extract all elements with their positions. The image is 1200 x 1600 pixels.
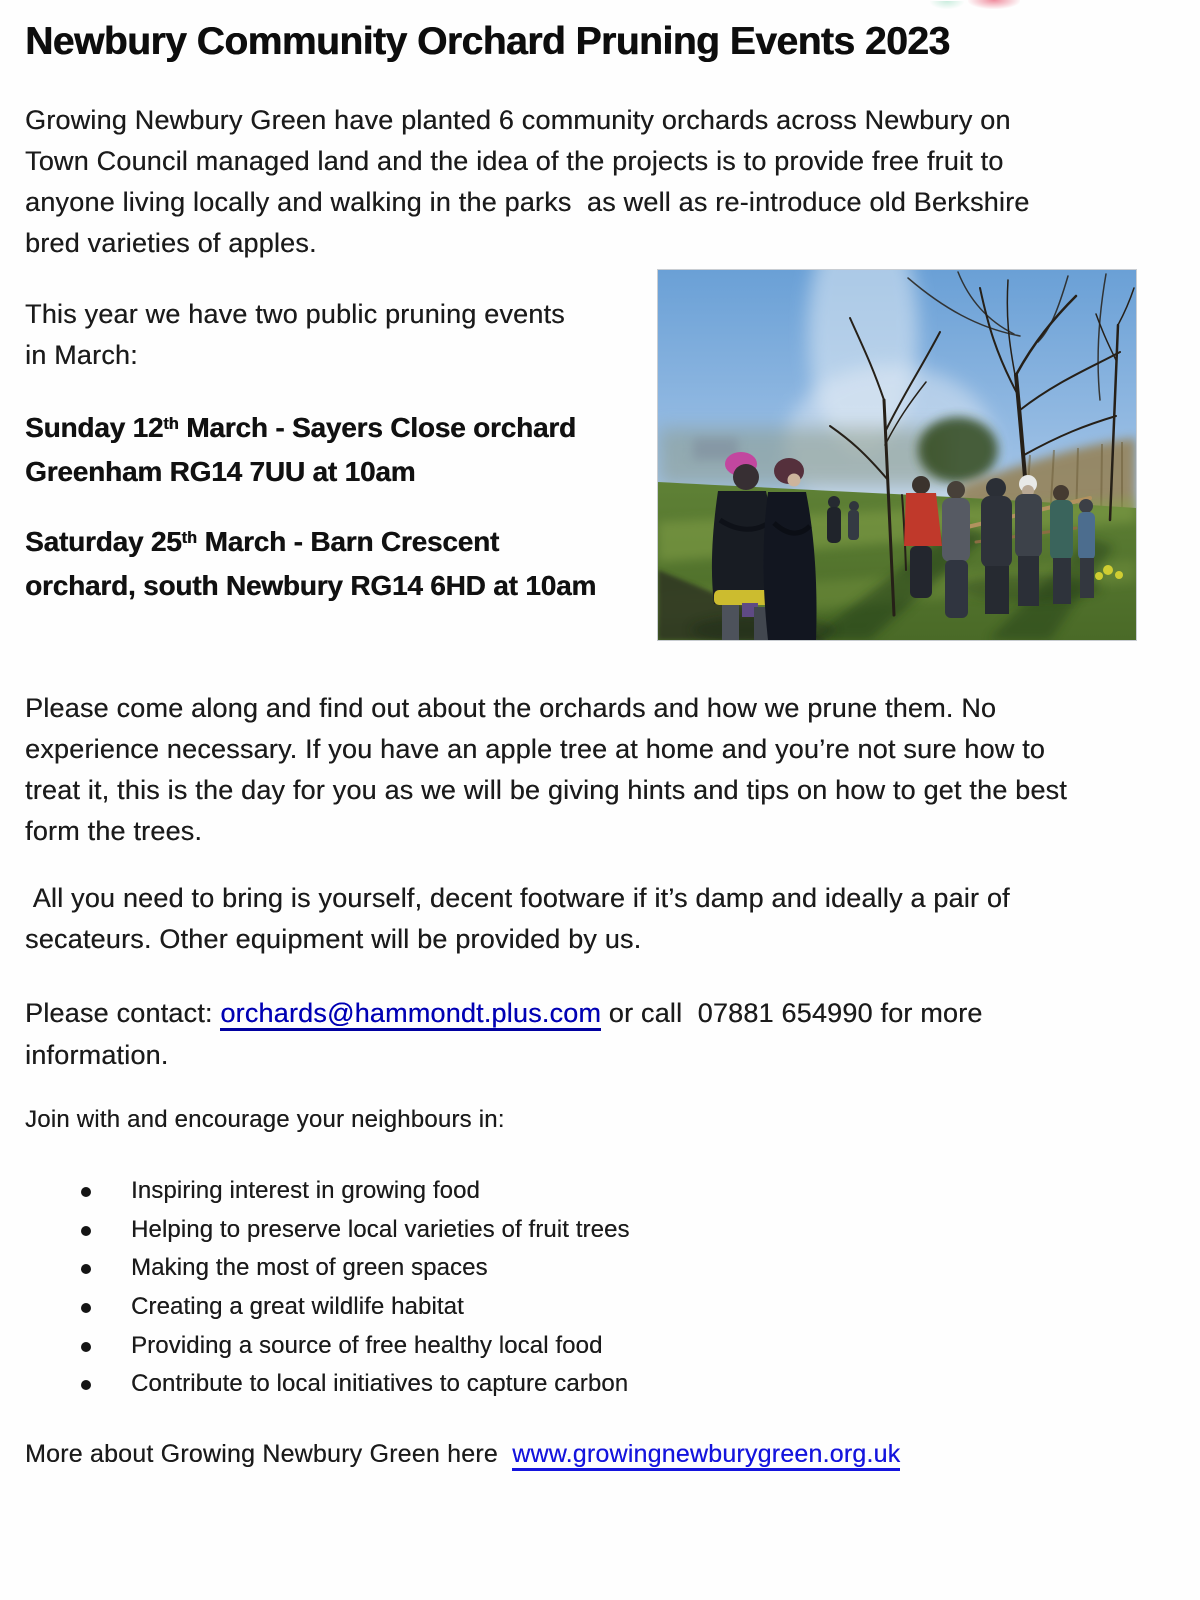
bullet-icon (81, 1264, 91, 1274)
text-line: experience necessary. If you have an apple tree at home and you’re not sure how to (25, 734, 1046, 764)
what-to-bring-paragraph (25, 878, 1195, 960)
event-location-line: Greenham RG14 7UU at 10am (25, 456, 416, 487)
text-line: Growing Newbury Green have planted 6 community orchards across Newbury on (25, 105, 1011, 135)
list-item-label: Providing a source of free healthy local food (131, 1331, 603, 1359)
orchard-photo (658, 270, 1136, 640)
event-day-date: Sunday 12 (25, 412, 164, 443)
ordinal-suffix: th (181, 529, 197, 547)
scan-edge-artifact (968, 0, 1020, 9)
event-sunday-12-march (25, 402, 655, 494)
list-item (25, 1326, 1025, 1365)
bullet-icon (81, 1303, 91, 1313)
text-line: form the trees. (25, 816, 203, 846)
intro-paragraph (25, 100, 1185, 264)
text-line: secateurs. Other equipment will be provided by us. (25, 924, 642, 954)
email-link[interactable]: orchards@hammondt.plus.com (220, 998, 601, 1031)
footer-text: More about Growing Newbury Green here (25, 1440, 513, 1468)
event-saturday-25-march (25, 516, 655, 608)
bullet-icon (81, 1187, 91, 1197)
list-item-label: Inspiring interest in growing food (131, 1177, 480, 1205)
event-location-line: orchard, south Newbury RG14 6HD at 10am (25, 570, 597, 601)
bullet-icon (81, 1380, 91, 1390)
contact-prefix: Please contact: (25, 998, 221, 1028)
contact-suffix: or call 07881 654990 for more (601, 998, 983, 1028)
bullet-icon (81, 1226, 91, 1236)
text-line: Please come along and find out about the orchards and how we prune them. No (25, 693, 997, 723)
event-day-date: Saturday 25 (25, 526, 182, 557)
event-title-rest: March - Sayers Close orchard (178, 412, 576, 443)
text-line: All you need to bring is yourself, decent footware if it’s damp and ideally a pair of (25, 883, 1010, 913)
text-line: bred varieties of apples. (25, 228, 317, 258)
text-line: anyone living locally and walking in the parks as well as re-introduce old Berkshire (25, 187, 1030, 217)
orchard-photo-graphic (658, 270, 1136, 640)
list-item-label: Contribute to local initiatives to capture carbon (131, 1370, 629, 1398)
list-item (25, 1211, 1025, 1250)
list-item (25, 1172, 1025, 1211)
list-item (25, 1249, 1025, 1288)
come-along-paragraph (25, 688, 1195, 852)
contact-line (25, 992, 1195, 1034)
text-line: treat it, this is the day for you as we will be giving hints and tips on how to get the best (25, 775, 1067, 805)
events-intro-paragraph (25, 294, 645, 376)
event-date-line (25, 402, 655, 450)
text-line: Town Council managed land and the idea of the projects is to provide free fruit to (25, 146, 1004, 176)
event-date-line (25, 516, 655, 564)
text-line: information. (25, 1040, 169, 1070)
bullet-icon (81, 1342, 91, 1352)
event-title-rest: March - Barn Crescent (196, 526, 500, 557)
ordinal-suffix: th (163, 415, 179, 433)
text-line: in March: (25, 340, 138, 370)
list-item-label: Making the most of green spaces (131, 1254, 488, 1282)
text-line: This year we have two public pruning events (25, 299, 565, 329)
contact-paragraph (25, 992, 1195, 1076)
list-item (25, 1288, 1025, 1327)
scan-edge-artifact-2 (930, 1, 964, 9)
join-neighbours-line: Join with and encourage your neighbours in: (25, 1106, 505, 1133)
list-item-label: Helping to preserve local varieties of fruit trees (131, 1215, 630, 1243)
website-link[interactable]: www.growingnewburygreen.org.uk (512, 1440, 900, 1471)
page-title: Newbury Community Orchard Pruning Events 2023 (25, 20, 950, 63)
footer-more-info (25, 1440, 900, 1469)
list-item (25, 1365, 1025, 1404)
list-item-label: Creating a great wildlife habitat (131, 1293, 464, 1321)
benefits-bullet-list (25, 1172, 1025, 1404)
